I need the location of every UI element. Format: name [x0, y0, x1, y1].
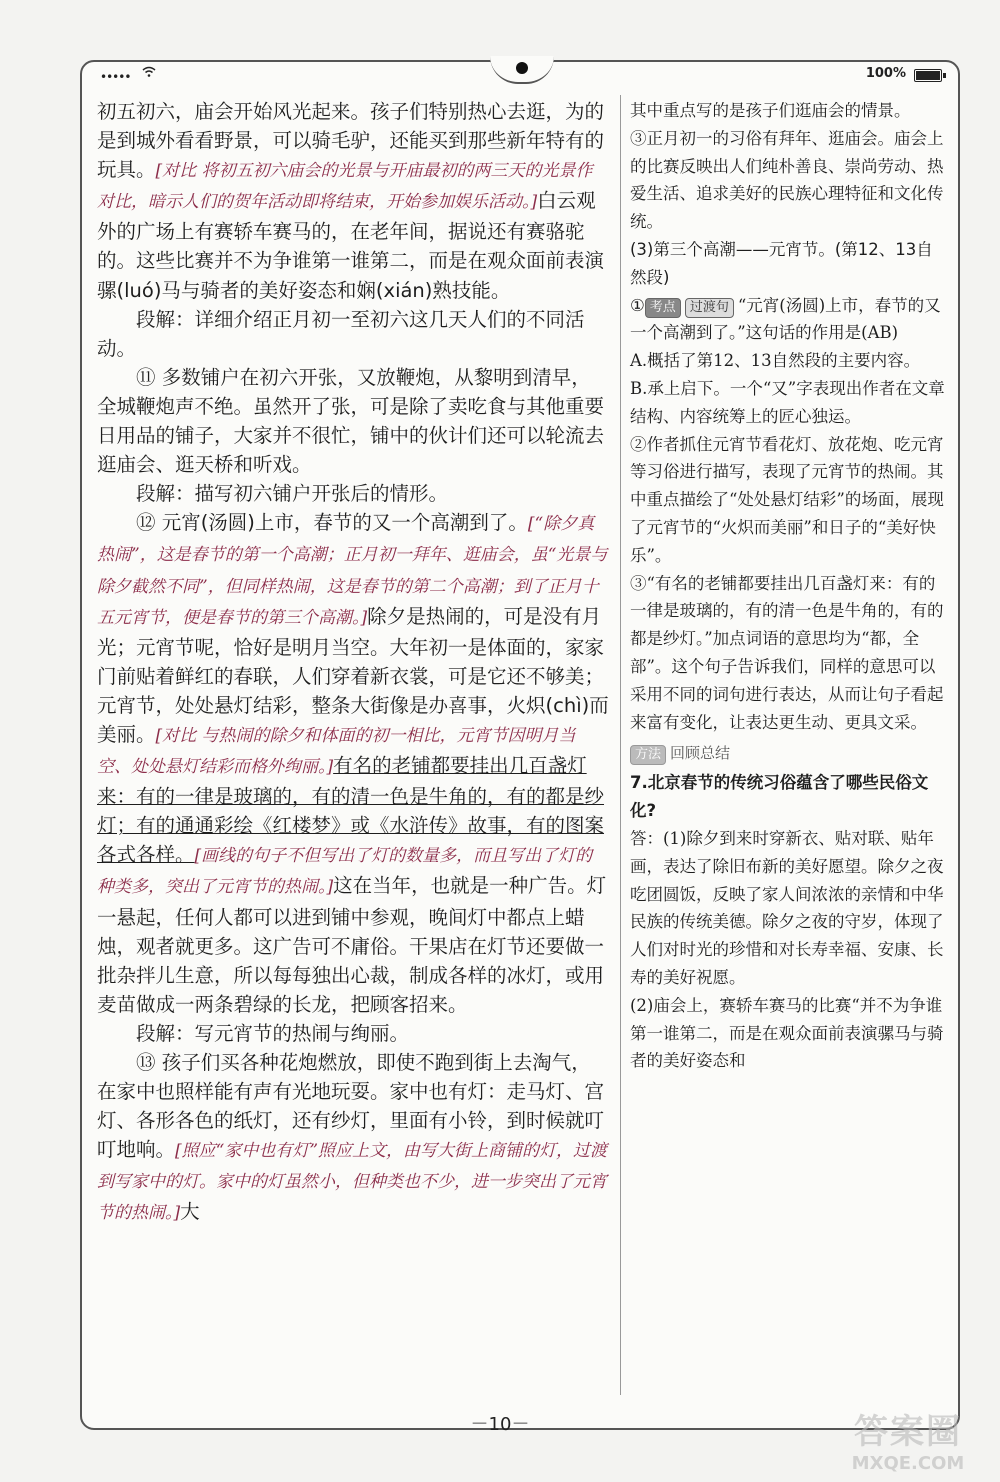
underlined-sentence: 有名的老铺都要挂出几百盏灯来：有的一律是玻璃的，有的清一色是牛角的，有的都是纱灯；有的通通彩绘《红楼梦》或《水浒传》故事，有的图案各式各样。	[97, 754, 605, 867]
watermark-logo: 答案圈 MXQE.COM	[851, 1412, 965, 1474]
body-paragraph	[97, 479, 609, 508]
annotation-paragraph: ③正月初一的习俗有拜年、逛庙会。庙会上的比赛反映出人们纯朴善良、崇尚劳动、热爱生活、追求美好的民族心理特征和文化传统。	[630, 128, 944, 232]
column-divider	[620, 95, 621, 1395]
question-7: 7.北京春节的传统习俗蕴含了哪些民俗文化?	[630, 773, 929, 821]
section-heading: (3)第三个高潮——元宵节。(第12、13自然段)	[630, 239, 933, 287]
option-b: B.承上启下。一个“又”字表现出作者在文章结构、内容统筹上的匠心独运。	[630, 378, 945, 426]
battery-percentage: 100%	[865, 66, 906, 81]
body-paragraph	[97, 305, 609, 363]
status-bar	[80, 60, 960, 90]
page-number: －10－	[470, 1414, 530, 1435]
annotation-paragraph: 其中重点写的是孩子们逛庙会的情景。	[630, 101, 911, 120]
camera-icon	[516, 62, 528, 74]
paragraph-text: 大	[180, 1200, 200, 1224]
main-text-column	[97, 97, 609, 1229]
paragraph-text: 段解：详细介绍正月初一至初六这几天人们的不同活动。	[97, 307, 585, 360]
answer-7-part-2: (2)庙会上，赛轿车赛马的比赛“并不为争谁第一谁第二，而是在观众面前表演骡马与骑者的美好姿态和	[630, 995, 944, 1071]
body-paragraph	[97, 1019, 609, 1048]
answer-7-part-1: 答：(1)除夕到来时穿新衣、贴对联、贴年画，表达了除旧布新的美好愿望。除夕之夜吃团圆饭，反映了家人间浓浓的亲情和中华民族的传统美德。除夕之夜的守岁，体现了人们对时光的珍惜和对长寿幸福、安康、长寿的美好祝愿。	[630, 828, 944, 987]
option-a: A.概括了第12、13自然段的主要内容。	[630, 351, 921, 371]
annotation-paragraph: ②作者抓住元宵节看花灯、放花炮、吃元宵等习俗进行描写，表现了元宵节的热闹。其中重点描绘了“处处悬灯结彩”的场面，展现了元宵节的“火炽而美丽”和日子的“美好快乐”。	[630, 434, 944, 565]
paragraph-text: ⑫ 元宵(汤圆)上市，春节的又一个高潮到了。	[136, 511, 528, 535]
paragraph-text: 这在当年，也就是一种广告。灯一悬起，任何人都可以进到铺中参观，晚间灯中都点上蜡烛，观者就更多。这广告可不庸俗。干果店在灯节还要做一批杂拌儿生意，所以每每独出心裁，制成各样的冰灯，或用麦苗做成一两条碧绿的长龙，把顾客招来。	[97, 874, 607, 1016]
paragraph-text: ⑬ 孩子们买各种花炮燃放，即使不跑到街上去淘气，在家中也照样能有声有光地玩耍。家中也有灯：走马灯、宫灯、各形各色的纸灯，还有纱灯，里面有小铃，到时候就叮叮地响。	[97, 1051, 605, 1162]
circled-one: ①	[630, 295, 645, 315]
paragraph-text: ⑪ 多数铺户在初六开张，又放鞭炮，从黎明到清早，全城鞭炮声不绝。虽然开了张，可是除了卖吃食与其他重要日用品的铺子，大家并不很忙，铺中的伙计们还可以轮流去逛庙会、逛天桥和听戏。	[97, 365, 605, 477]
tag-transition-sentence: 过渡句	[685, 298, 734, 318]
paragraph-text: 段解：写元宵节的热闹与绚丽。	[136, 1021, 410, 1045]
annotation-paragraph: ③“有名的老铺都要挂出几百盏灯来：有的一律是玻璃的，有的清一色是牛角的，有的都是纱灯。”加点词语的意思均为“都，全部”。这个句子告诉我们，同样的意思可以采用不同的词句进行表达，从而让句子看起来富有变化，让表达更生动、更具文采。	[630, 573, 944, 732]
review-banner	[630, 742, 948, 765]
banner-tag: 方法	[630, 745, 666, 765]
paragraph-text: 段解：描写初六铺户开张后的情形。	[136, 482, 449, 506]
signal-icon: •••••	[100, 70, 131, 84]
inline-annotation: [“除夕真热闹”，这是春节的第一个高潮；正月初一拜年、逛庙会，虽“光景与除夕截然不同”，但同样热闹，这是春节的第二个高潮；到了正月十五元宵节，便是春节的第三个高潮。]	[97, 514, 608, 628]
paragraph-text: 白云观外的广场上有赛轿车赛马的，在老年间，据说还有赛骆驼的。这些比赛并不为争谁第一谁第二，而是在观众面前表演骡(luó)马与骑者的美好姿态和娴(xián)熟技能。	[97, 189, 605, 302]
question-paragraph	[630, 292, 948, 348]
body-paragraph	[97, 1048, 609, 1229]
inline-annotation: [画线的句子不但写出了灯的数量多，而且写出了灯的种类多，突出了元宵节的热闹。]	[97, 846, 593, 898]
inline-annotation: [照应“家中也有灯”照应上文，由写大街上商铺的灯，过渡到写家中的灯。家中的灯虽然小，但种类也不少，进一步突出了元宵节的热闹。]	[97, 1141, 608, 1224]
tag-kaodian: 考点	[645, 298, 681, 318]
body-paragraph	[97, 508, 609, 1019]
inline-annotation: [对比 与热闹的除夕和体面的初一相比，元宵节因明月当空、处处悬灯结彩而格外绚丽。]	[97, 725, 576, 778]
wifi-icon	[142, 66, 156, 82]
annotation-column	[630, 97, 948, 1075]
battery-icon	[914, 69, 942, 82]
paragraph-text: 初五初六，庙会开始风光起来。孩子们特别热心去逛，为的是到城外看看野景，可以骑毛驴，还能买到那些新年特有的玩具。	[97, 100, 605, 182]
banner-title: 回顾总结	[670, 744, 731, 763]
question-text: “元宵(汤圆)上市，春节的又一个高潮到了。”这句话的作用是(AB)	[630, 295, 941, 343]
body-paragraph	[97, 363, 609, 479]
inline-annotation: [对比 将初五初六庙会的光景与开庙最初的两三天的光景作对比，暗示人们的贺年活动即将结束，开始参加娱乐活动。]	[97, 161, 593, 213]
body-paragraph	[97, 97, 609, 305]
paragraph-text: 除夕是热闹的，可是没有月光；元宵节呢，恰好是明月当空。大年初一是体面的，家家门前贴着鲜红的春联，人们穿着新衣裳，可是它还不够美；元宵节，处处悬灯结彩，整条大街像是办喜事，火炽(chì)而美丽。	[97, 604, 609, 746]
